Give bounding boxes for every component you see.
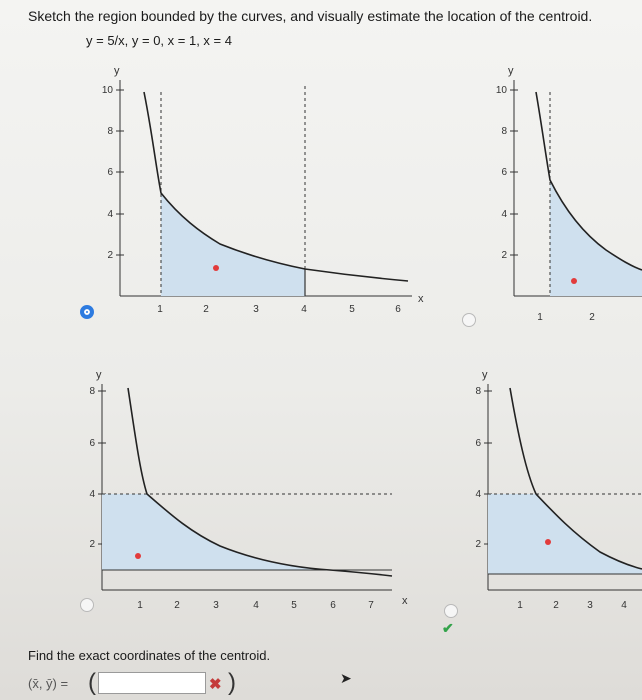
- graph-d-xtick-label: 3: [587, 600, 593, 611]
- graph-a-xtick-label: 3: [253, 304, 259, 315]
- graph-d-ytick-label: 6: [475, 438, 481, 449]
- graph-c-x-ticks: [137, 600, 374, 611]
- graph-a: [70, 62, 450, 322]
- option-d-radio[interactable]: [444, 604, 458, 618]
- graph-c-xtick-label: 1: [137, 600, 143, 611]
- graph-a-ytick-label: 8: [107, 126, 113, 137]
- open-paren: (: [88, 669, 96, 696]
- graph-a-region: [161, 193, 305, 296]
- option-b-radio[interactable]: [462, 313, 476, 327]
- graph-c-ytick-label: 6: [89, 438, 95, 449]
- graph-c-y-label: y: [96, 369, 102, 381]
- correct-check-icon: ✔: [442, 620, 454, 636]
- graph-a-y-ticks: [102, 85, 124, 261]
- graph-d-region: [488, 494, 642, 574]
- graph-a-xtick-label: 5: [349, 304, 355, 315]
- equation-body: y = 5/x, y = 0, x = 1, x = 4: [86, 33, 232, 48]
- graph-a-xtick-label: 4: [301, 304, 307, 315]
- graph-c-ytick-label: 2: [89, 539, 95, 550]
- graph-a-xtick-label: 2: [203, 304, 209, 315]
- close-paren: ): [228, 669, 236, 696]
- graph-b-centroid-dot: [571, 278, 577, 284]
- graph-b-region: [550, 180, 642, 296]
- graph-a-y-label: y: [114, 65, 120, 77]
- graph-c-xtick-label: 4: [253, 600, 259, 611]
- graph-d-ytick-label: 2: [475, 539, 481, 550]
- graph-c-xtick-label: 6: [330, 600, 336, 611]
- graph-c-ytick-label: 8: [89, 386, 95, 397]
- equation-text: [86, 33, 232, 48]
- graph-c-centroid-dot: [135, 553, 141, 559]
- graph-d-ytick-label: 4: [475, 489, 481, 500]
- graph-d-centroid-dot: [545, 539, 551, 545]
- graph-d-x-ticks: [517, 600, 627, 611]
- centroid-label: (x̄, ȳ) =: [28, 676, 69, 691]
- graph-a-xtick-label: 1: [157, 304, 163, 315]
- graph-a-ytick-label: 4: [107, 209, 113, 220]
- mouse-cursor-icon: ➤: [340, 670, 352, 686]
- graph-c-xtick-label: 3: [213, 600, 219, 611]
- graph-b-xtick-label: 1: [537, 312, 543, 323]
- graph-a-x-ticks: [157, 304, 401, 315]
- centroid-answer-input[interactable]: [98, 672, 206, 694]
- graph-b: [466, 62, 642, 322]
- graph-a-ytick-label: 6: [107, 167, 113, 178]
- incorrect-x-icon: ✖: [209, 676, 222, 693]
- graph-a-centroid-dot: [213, 265, 219, 271]
- question-text: Sketch the region bounded by the curves, and visually estimate the location of the centroid.: [28, 8, 593, 24]
- centroid-prompt: Find the exact coordinates of the centroid.: [28, 648, 271, 663]
- graph-d-y-label: y: [482, 369, 488, 381]
- graph-c-xtick-label: 7: [368, 600, 374, 611]
- option-a-radio[interactable]: [80, 305, 94, 319]
- graph-c-x-label: x: [402, 595, 408, 607]
- graph-b-xtick-label: 2: [589, 312, 595, 323]
- graph-c-xtick-label: 5: [291, 600, 297, 611]
- graph-b-ytick-label: 6: [501, 167, 507, 178]
- graph-b-ytick-label: 8: [501, 126, 507, 137]
- option-c-radio[interactable]: [80, 598, 94, 612]
- graph-d-xtick-label: 2: [553, 600, 559, 611]
- graph-c-region: [102, 494, 330, 570]
- graph-c: [70, 364, 450, 620]
- graph-d-ytick-label: 8: [475, 386, 481, 397]
- graph-a-x-label: x: [418, 293, 424, 305]
- graph-d: [460, 364, 642, 620]
- graph-a-xtick-label: 6: [395, 304, 401, 315]
- graph-b-ytick-label: 10: [495, 85, 507, 96]
- graph-a-ytick-label: 10: [101, 85, 113, 96]
- graph-d-xtick-label: 4: [621, 600, 627, 611]
- graph-b-y-label: y: [508, 65, 514, 77]
- graph-c-ytick-label: 4: [89, 489, 95, 500]
- graph-a-ytick-label: 2: [107, 250, 113, 261]
- graph-b-ytick-label: 4: [501, 209, 507, 220]
- graph-b-ytick-label: 2: [501, 250, 507, 261]
- graph-b-y-ticks: [496, 85, 518, 261]
- graph-d-xtick-label: 1: [517, 600, 523, 611]
- graph-c-xtick-label: 2: [174, 600, 180, 611]
